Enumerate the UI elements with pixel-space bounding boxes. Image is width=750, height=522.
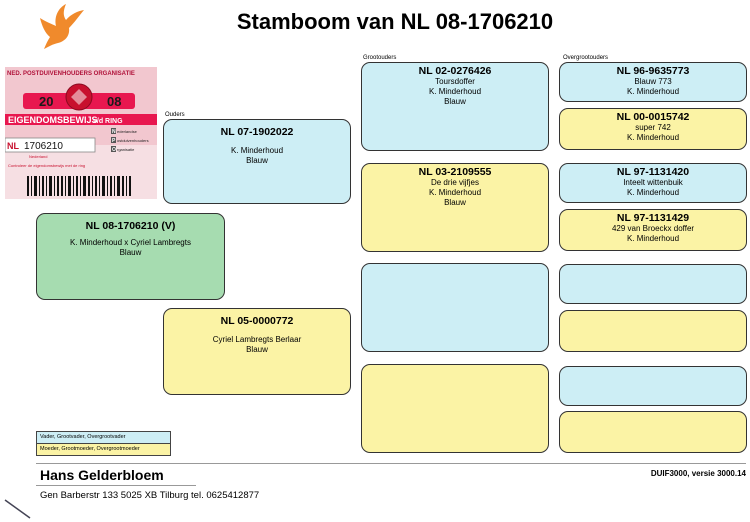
- great-grandparent-2-ring: NL 00-0015742: [616, 111, 690, 123]
- ring-nl: NL: [7, 141, 19, 151]
- grandparent-2-line-3: Blauw: [444, 198, 466, 207]
- ring-year-right: 08: [107, 94, 122, 109]
- ring-side-letter-2: P: [112, 138, 116, 144]
- grandparent-2-ring: NL 03-2109555: [418, 166, 492, 178]
- grandparent-card-1[interactable]: [361, 62, 549, 151]
- grandparent-2-line-2: K. Minderhoud: [428, 188, 482, 197]
- pin-icon: [2, 498, 32, 520]
- grandparent-1-line-2: K. Minderhoud: [428, 87, 482, 96]
- ring-org: NED. POSTDUIVENHOUDERS ORGANISATIE: [7, 71, 135, 77]
- footer-divider: [36, 463, 746, 464]
- grandparent-card-4[interactable]: [361, 364, 549, 453]
- father-line-2: Blauw: [246, 156, 268, 165]
- subject-line-1: K. Minderhoud x Cyriel Lambregts: [70, 238, 191, 247]
- ring-certificate: [5, 67, 157, 199]
- page-title: Stamboom van NL 08-1706210: [236, 9, 554, 34]
- great-grandparent-4-ring: NL 97-1131429: [616, 212, 690, 224]
- great-grandparent-card-7[interactable]: [559, 366, 747, 406]
- ring-heading: EIGENDOMSBEWIJS: [8, 115, 98, 125]
- great-grandparent-1-line-2: K. Minderhoud: [626, 87, 680, 96]
- father-ring: NL 07-1902022: [220, 126, 294, 138]
- great-grandparent-card-4[interactable]: [559, 209, 747, 251]
- ring-side-word-2: ostduivenhouders: [117, 138, 149, 143]
- legend-male: Vader, Grootvader, Overgrootvader: [37, 432, 170, 444]
- parent-card-father[interactable]: [163, 119, 351, 204]
- great-grandparent-2-line-1: super 742: [635, 123, 671, 132]
- ring-side-word-3: rganisatie: [117, 147, 135, 152]
- mother-ring: NL 05-0000772: [220, 315, 294, 327]
- parent-card-mother[interactable]: [163, 308, 351, 395]
- subject-ring: NL 08-1706210 (V): [85, 220, 176, 232]
- great-grandparent-2-line-2: K. Minderhoud: [626, 133, 680, 142]
- label-parents: Ouders: [165, 112, 185, 118]
- great-grandparent-card-2[interactable]: [559, 108, 747, 150]
- ring-footer: Controleer de eigendomsbewijs met de ring: [8, 163, 86, 168]
- great-grandparent-1-line-1: Blauw 773: [634, 77, 672, 86]
- subject-card[interactable]: [36, 213, 225, 300]
- great-grandparent-4-line-1: 429 van Broeckx doffer: [611, 224, 695, 233]
- ring-year-left: 20: [39, 94, 54, 109]
- subject-line-2: Blauw: [119, 248, 142, 257]
- owner-underline: [36, 485, 196, 486]
- great-grandparent-3-line-1: Inteelt wittenbuik: [623, 178, 683, 187]
- great-grandparent-card-5[interactable]: [559, 264, 747, 304]
- ring-heading-tail: v/d RING: [93, 118, 123, 125]
- software-version: DUIF3000, versie 3000.14: [650, 469, 746, 478]
- ring-side-word-1: ederlandse: [117, 129, 137, 134]
- ring-side-letter-1: N: [112, 129, 116, 135]
- owner-address: Gen Barberstr 133 5025 XB Tilburg tel. 0625412877: [40, 490, 260, 501]
- great-grandparent-4-line-2: K. Minderhoud: [626, 234, 680, 243]
- great-grandparent-card-8[interactable]: [559, 411, 747, 453]
- label-grandparents: Grootouders: [363, 55, 397, 61]
- ring-country: Nederland: [29, 154, 48, 159]
- grandparent-2-line-1: De drie vijfjes: [430, 178, 479, 187]
- great-grandparent-1-ring: NL 96-9635773: [616, 65, 690, 77]
- legend-female: Moeder, Grootmoeder, Overgrootmoeder: [37, 444, 170, 455]
- label-great-grandparents: Overgrootouders: [563, 55, 609, 61]
- great-grandparent-card-3[interactable]: [559, 163, 747, 203]
- grandparent-1-line-1: Toursdoffer: [435, 77, 475, 86]
- great-grandparent-3-line-2: K. Minderhoud: [626, 188, 680, 197]
- grandparent-1-line-3: Blauw: [444, 97, 466, 106]
- great-grandparent-3-ring: NL 97-1131420: [616, 166, 690, 178]
- grandparent-card-3[interactable]: [361, 263, 549, 352]
- ring-side-letter-3: O: [112, 147, 116, 153]
- great-grandparent-card-6[interactable]: [559, 310, 747, 352]
- legend: [36, 431, 171, 456]
- grandparent-card-2[interactable]: [361, 163, 549, 252]
- mother-line-2: Blauw: [246, 345, 268, 354]
- owner-name: Hans Gelderbloem: [40, 467, 164, 483]
- mother-line-1: Cyriel Lambregts Berlaar: [212, 335, 302, 344]
- grandparent-1-ring: NL 02-0276426: [418, 65, 492, 77]
- great-grandparent-card-1[interactable]: [559, 62, 747, 102]
- ring-number: 1706210: [24, 141, 63, 152]
- father-line-1: K. Minderhoud: [230, 146, 284, 155]
